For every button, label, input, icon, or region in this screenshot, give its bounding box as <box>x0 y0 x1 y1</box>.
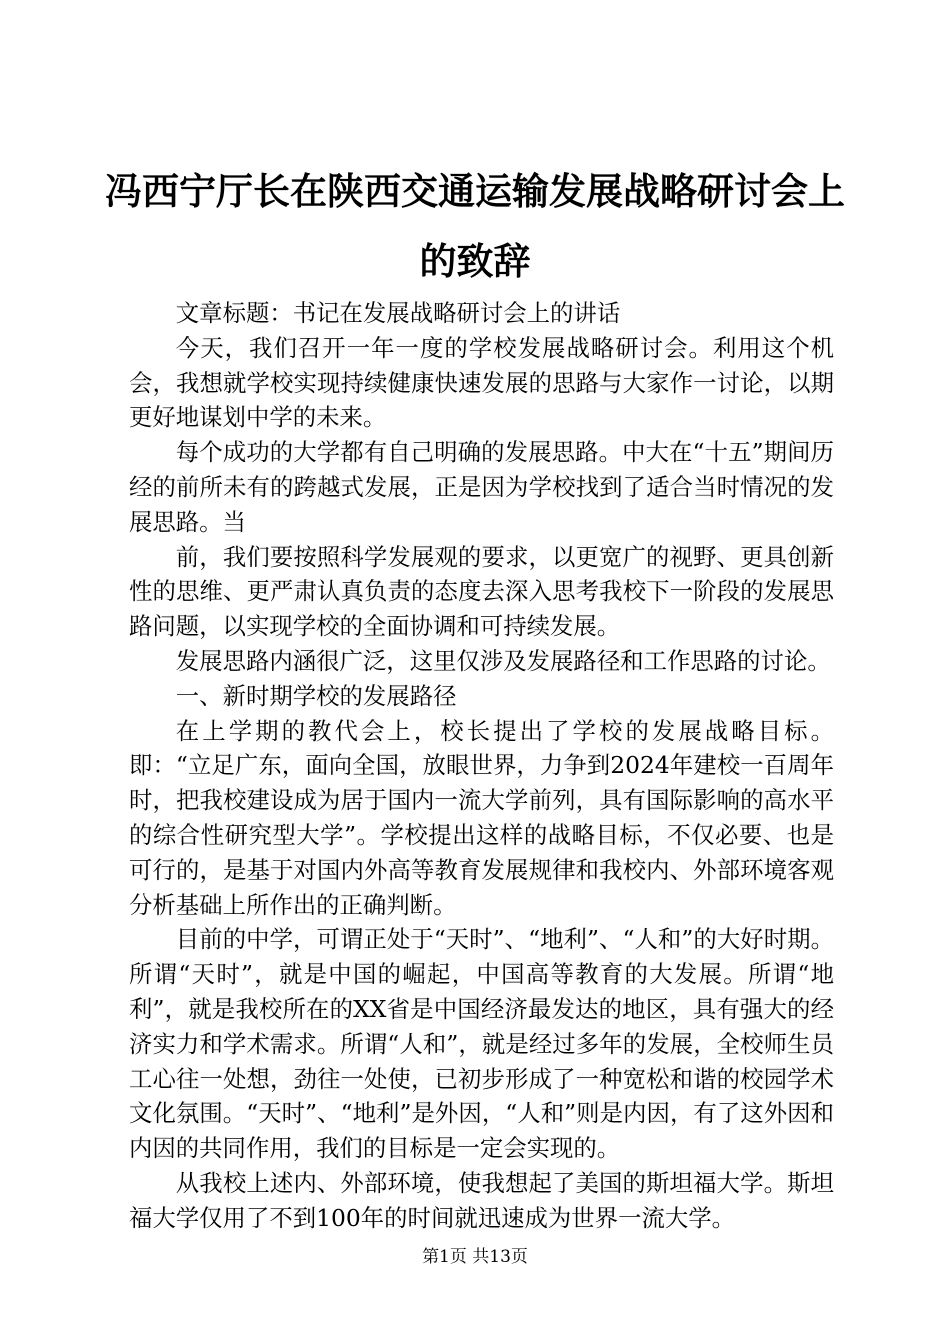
paragraph: 发展思路内涵很广泛，这里仅涉及发展路径和工作思路的讨论。 <box>175 646 831 675</box>
page-number: 第1页 共13页 <box>422 1247 528 1267</box>
paragraph: 目前的中学，可谓正处于“天时”、“地利”、“人和”的大好时期。所谓“天时”，就是中国的崛起，中国高等教育的大发展。所谓“地利”，就是我校所在的XX省是中国经济最发达的地区，具有强大的经济实力和学术需求。所谓“人和”，就是经过多年的发展，全校师生员工心往一处想，劲往一处使，已初步形成了一种宽松和谐的校园学术文化氛围。“天时”、“地利”是外因，“人和”则是内因，有了这外因和内因的共同作用，我们的目标是一定会实现的。 <box>129 925 834 1163</box>
document-title: 冯西宁厅长在陕西交通运输发展战略研讨会上的致辞 <box>105 169 845 283</box>
document-body <box>129 296 834 1236</box>
paragraph: 前，我们要按照科学发展观的要求，以更宽广的视野、更具创新性的思维、更严肃认真负责的态度去深入思考我校下一阶段的发展思路问题，以实现学校的全面协调和可持续发展。 <box>129 542 834 641</box>
paragraph: 从我校上述内、外部环境，使我想起了美国的斯坦福大学。斯坦福大学仅用了不到100年的时间就迅速成为世界一流大学。 <box>129 1168 834 1232</box>
paragraph: 每个成功的大学都有自己明确的发展思路。中大在“十五”期间历经的前所未有的跨越式发展，正是因为学校找到了适合当时情况的发展思路。当 <box>129 438 834 536</box>
paragraph: 今天，我们召开一年一度的学校发展战略研讨会。利用这个机会，我想就学校实现持续健康快速发展的思路与大家作一讨论，以期更好地谋划中学的未来。 <box>129 333 834 432</box>
paragraph: 在上学期的教代会上，校长提出了学校的发展战略目标。即：“立足广东，面向全国，放眼世界，力争到2024年建校一百周年时，把我校建设成为居于国内一流大学前列，具有国际影响的高水平的综合性研究型大学”。学校提出这样的战略目标，不仅必要、也是可行的，是基于对国内外高等教育发展规律和我校内、外部环境客观分析基础上所作出的正确判断。 <box>129 716 834 919</box>
paragraph: 文章标题：书记在发展战略研讨会上的讲话 <box>175 299 621 327</box>
section-heading: 一、新时期学校的发展路径 <box>175 681 457 710</box>
